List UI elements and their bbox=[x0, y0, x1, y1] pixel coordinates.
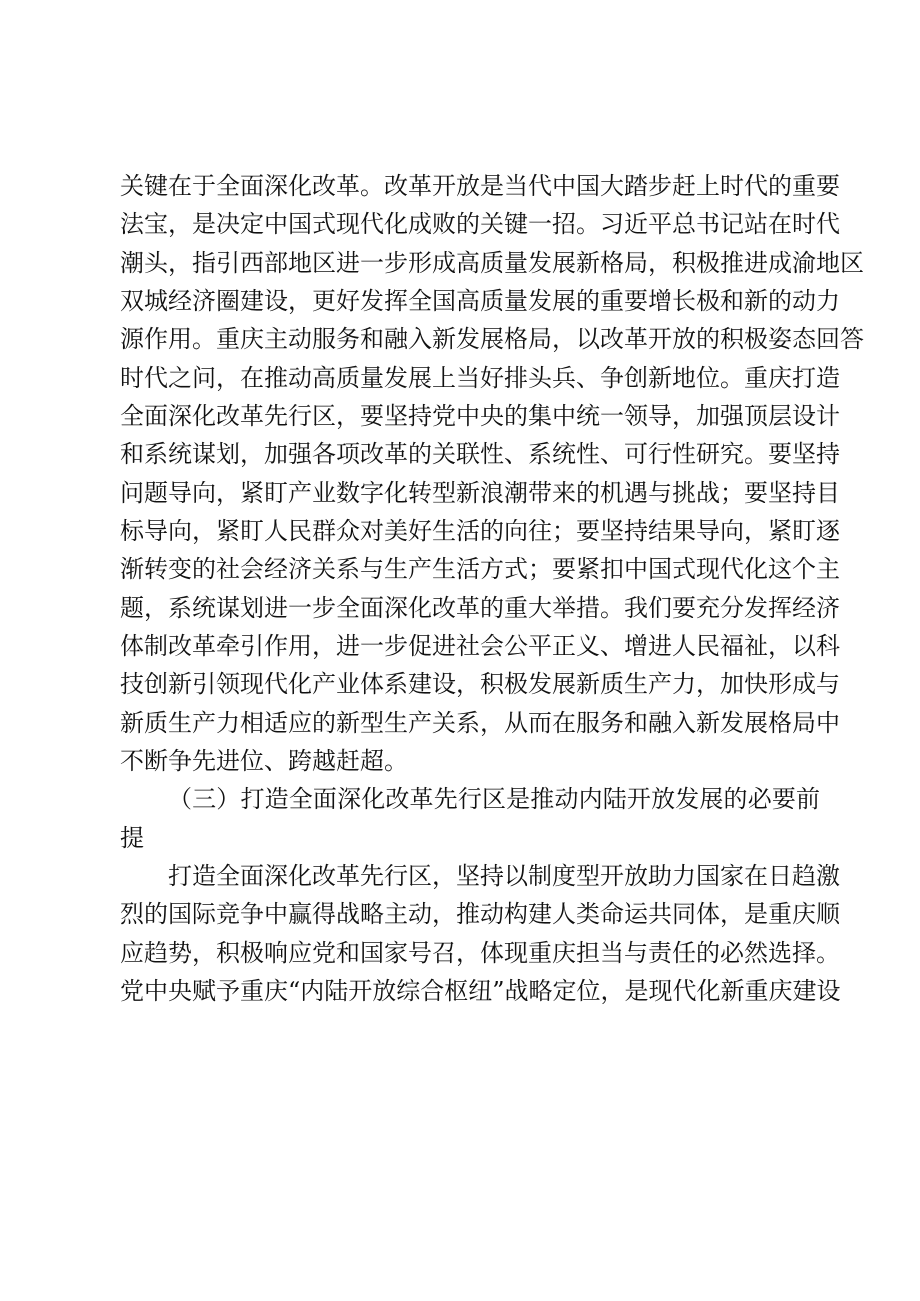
body-text-line: 党中央赋予重庆“内陆开放综合枢纽”战略定位，是现代化新重庆建设 bbox=[120, 977, 841, 1005]
body-text-line: 技创新引领现代化产业体系建设，积极发展新质生产力，加快形成与 bbox=[120, 670, 840, 698]
body-text-line: 关键在于全面深化改革。改革开放是当代中国大踏步赶上时代的重要 bbox=[120, 172, 840, 200]
body-text-line: 打造全面深化改革先行区，坚持以制度型开放助力国家在日趋激 bbox=[168, 862, 840, 890]
body-text-line: 双城经济圈建设，更好发挥全国高质量发展的重要增长极和新的动力 bbox=[120, 287, 840, 315]
section-heading-line-end: 提 bbox=[120, 824, 144, 852]
body-text-line: 全面深化改革先行区，要坚持党中央的集中统一领导，加强顶层设计 bbox=[120, 402, 840, 430]
section-heading-line: （三）打造全面深化改革先行区是推动内陆开放发展的必要前 bbox=[168, 785, 820, 813]
body-text-line: 烈的国际竞争中赢得战略主动，推动构建人类命运共同体，是重庆顺 bbox=[120, 900, 840, 928]
body-text-line: 时代之问，在推动高质量发展上当好排头兵、争创新地位。重庆打造 bbox=[120, 364, 840, 392]
body-text-line: 潮头，指引西部地区进一步形成高质量发展新格局，积极推进成渝地区 bbox=[120, 249, 864, 277]
body-text-line: 渐转变的社会经济关系与生产生活方式；要紧扣中国式现代化这个主 bbox=[120, 555, 840, 583]
body-text-line: 问题导向，紧盯产业数字化转型新浪潮带来的机遇与挑战；要坚持目 bbox=[120, 479, 840, 507]
body-text-line-last: 不断争先进位、跨越赶超。 bbox=[120, 747, 408, 775]
body-text-line: 标导向，紧盯人民群众对美好生活的向往；要坚持结果导向，紧盯逐 bbox=[120, 517, 840, 545]
body-text-line: 新质生产力相适应的新型生产关系，从而在服务和融入新发展格局中 bbox=[120, 709, 840, 737]
body-text-line: 体制改革牵引作用，进一步促进社会公平正义、增进人民福祉，以科 bbox=[120, 632, 840, 660]
body-text-line: 法宝，是决定中国式现代化成败的关键一招。习近平总书记站在时代 bbox=[120, 210, 840, 238]
body-text-line: 源作用。重庆主动服务和融入新发展格局，以改革开放的积极姿态回答 bbox=[120, 325, 864, 353]
body-text-line: 题，系统谋划进一步全面深化改革的重大举措。我们要充分发挥经济 bbox=[120, 594, 840, 622]
body-text-line: 应趋势，积极响应党和国家号召，体现重庆担当与责任的必然选择。 bbox=[120, 939, 840, 967]
body-text-line: 和系统谋划，加强各项改革的关联性、系统性、可行性研究。要坚持 bbox=[120, 440, 840, 468]
